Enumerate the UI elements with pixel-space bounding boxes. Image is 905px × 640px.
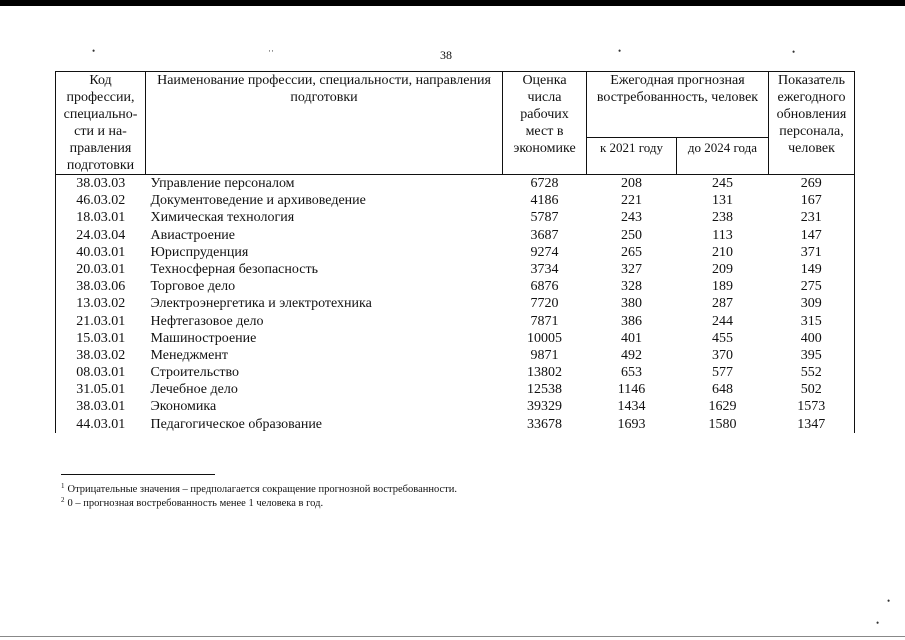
table-row	[56, 330, 855, 347]
cell-renewal: 1347	[769, 416, 855, 433]
cell-renewal: 275	[769, 278, 855, 295]
header-demand: Ежегодная прогнозная востребованность, человек	[587, 72, 769, 138]
cell-demand-2024: 238	[712, 210, 733, 226]
cell-demand-2024: 189	[712, 279, 733, 295]
professions-demand-table	[55, 71, 855, 433]
cell-renewal: 1573	[769, 398, 855, 415]
cell-demand-2021: 380	[621, 296, 642, 312]
cell-name: Менеджмент	[150, 347, 228, 363]
cell-demand-2021: 221	[621, 193, 642, 209]
cell-renewal: 167	[769, 192, 855, 209]
header-code: Код профессии, специально-сти и на-правления подготовки	[56, 72, 146, 175]
cell-name: Экономика	[150, 399, 217, 415]
cell-name: Управление персоналом	[150, 176, 295, 191]
cell-jobs: 5787	[530, 210, 559, 226]
cell-jobs: 4186	[530, 193, 559, 209]
scan-speck: •	[92, 46, 96, 56]
cell-demand-2024: 1580	[708, 416, 737, 432]
header-renewal: Показатель ежегодного обновления персонала, человек	[769, 72, 855, 175]
cell-jobs: 9274	[530, 244, 559, 260]
scan-top-border	[0, 0, 905, 6]
cell-renewal: 231	[769, 209, 855, 226]
header-demand-2024: до 2024 года	[677, 137, 769, 174]
cell-demand-2021: 265	[621, 244, 642, 260]
cell-renewal: 149	[769, 261, 855, 278]
cell-code: 46.03.02	[56, 192, 146, 209]
cell-renewal: 502	[769, 381, 855, 398]
cell-jobs: 3734	[530, 261, 559, 277]
scan-speck: •	[876, 618, 880, 628]
cell-demand-2021: 1693	[617, 416, 646, 432]
footnote-2	[61, 494, 323, 510]
cell-name: Химическая технология	[150, 210, 295, 226]
cell-jobs: 6876	[530, 279, 559, 295]
table-row	[56, 416, 855, 433]
table-row	[56, 347, 855, 364]
cell-renewal: 269	[769, 175, 855, 193]
table-row	[56, 244, 855, 261]
header-name: Наименование профессии, специальности, направления подготовки	[146, 72, 503, 175]
cell-code: 13.03.02	[56, 295, 146, 312]
table-row	[56, 295, 855, 312]
table-row	[56, 278, 855, 295]
cell-name: Электроэнергетика и электротехника	[150, 296, 372, 312]
cell-renewal: 315	[769, 313, 855, 330]
cell-demand-2021: 653	[621, 365, 642, 381]
cell-code: 08.03.01	[56, 364, 146, 381]
cell-demand-2024: 370	[712, 347, 733, 363]
cell-jobs: 7871	[530, 313, 559, 329]
footnote-mark: 1	[61, 482, 65, 490]
cell-jobs: 33678	[527, 416, 562, 432]
cell-demand-2021: 327	[621, 261, 642, 277]
cell-code: 24.03.04	[56, 227, 146, 244]
table-row	[56, 381, 855, 398]
cell-name: Педагогическое образование	[150, 416, 323, 432]
cell-demand-2024: 209	[712, 261, 733, 277]
footnote-text: 0 – прогнозная востребованность менее 1 человека в год.	[67, 498, 324, 509]
scan-speck: •	[792, 47, 796, 57]
cell-jobs: 39329	[527, 399, 562, 415]
scan-speck: ··	[268, 46, 274, 56]
table-row	[56, 227, 855, 244]
table-row	[56, 364, 855, 381]
cell-name: Строительство	[150, 365, 239, 381]
scan-speck: •	[887, 596, 891, 606]
cell-jobs: 7720	[530, 296, 559, 312]
table-row	[56, 209, 855, 226]
cell-demand-2021: 1434	[617, 399, 646, 415]
cell-code: 20.03.01	[56, 261, 146, 278]
cell-code: 31.05.01	[56, 381, 146, 398]
cell-demand-2021: 243	[621, 210, 642, 226]
cell-name: Лечебное дело	[150, 382, 238, 398]
cell-demand-2021: 401	[621, 330, 642, 346]
cell-jobs: 13802	[527, 365, 562, 381]
cell-demand-2024: 245	[712, 176, 733, 191]
cell-renewal: 552	[769, 364, 855, 381]
cell-renewal: 395	[769, 347, 855, 364]
page-number: 38	[440, 48, 452, 62]
cell-demand-2024: 648	[712, 382, 733, 398]
cell-code: 38.03.06	[56, 278, 146, 295]
cell-demand-2021: 208	[621, 176, 642, 191]
cell-code: 38.03.03	[56, 175, 146, 193]
cell-jobs: 6728	[530, 176, 559, 191]
cell-jobs: 9871	[530, 347, 559, 363]
cell-demand-2024: 287	[712, 296, 733, 312]
cell-jobs: 3687	[530, 227, 559, 243]
cell-code: 21.03.01	[56, 313, 146, 330]
cell-code: 38.03.01	[56, 398, 146, 415]
cell-demand-2021: 250	[621, 227, 642, 243]
cell-name: Техносферная безопасность	[150, 261, 318, 277]
table-row	[56, 175, 855, 193]
cell-demand-2024: 1629	[708, 399, 737, 415]
cell-demand-2024: 131	[712, 193, 733, 209]
table-body	[56, 175, 855, 433]
cell-demand-2021: 386	[621, 313, 642, 329]
cell-code: 44.03.01	[56, 416, 146, 433]
table-row	[56, 261, 855, 278]
cell-demand-2024: 113	[712, 227, 733, 243]
header-demand-2021: к 2021 году	[587, 137, 677, 174]
cell-demand-2024: 455	[712, 330, 733, 346]
cell-demand-2021: 328	[621, 279, 642, 295]
footnote-text: Отрицательные значения – предполагается сокращение прогнозной востребованности.	[67, 484, 457, 495]
cell-jobs: 12538	[527, 382, 562, 398]
cell-name: Документоведение и архивоведение	[150, 193, 366, 209]
cell-demand-2024: 210	[712, 244, 733, 260]
cell-name: Авиастроение	[150, 227, 236, 243]
cell-name: Юриспруденция	[150, 244, 249, 260]
footnote-mark: 2	[61, 496, 65, 504]
cell-demand-2021: 1146	[617, 382, 646, 398]
cell-renewal: 147	[769, 227, 855, 244]
header-jobs: Оценка числа рабочих мест в экономике	[503, 72, 587, 175]
cell-jobs: 10005	[527, 330, 562, 346]
table-row	[56, 313, 855, 330]
cell-renewal: 400	[769, 330, 855, 347]
table-row	[56, 192, 855, 209]
cell-demand-2021: 492	[621, 347, 642, 363]
cell-demand-2024: 244	[712, 313, 733, 329]
cell-name: Торговое дело	[150, 279, 236, 295]
table-header	[56, 72, 855, 175]
cell-code: 15.03.01	[56, 330, 146, 347]
cell-code: 40.03.01	[56, 244, 146, 261]
cell-name: Машиностроение	[150, 330, 257, 346]
footnote-divider	[61, 474, 215, 475]
table-row	[56, 398, 855, 415]
scan-speck: •	[618, 46, 622, 56]
cell-code: 38.03.02	[56, 347, 146, 364]
cell-renewal: 309	[769, 295, 855, 312]
cell-renewal: 371	[769, 244, 855, 261]
cell-demand-2024: 577	[712, 365, 733, 381]
scan-bottom-border	[0, 636, 905, 637]
cell-code: 18.03.01	[56, 209, 146, 226]
cell-name: Нефтегазовое дело	[150, 313, 264, 329]
